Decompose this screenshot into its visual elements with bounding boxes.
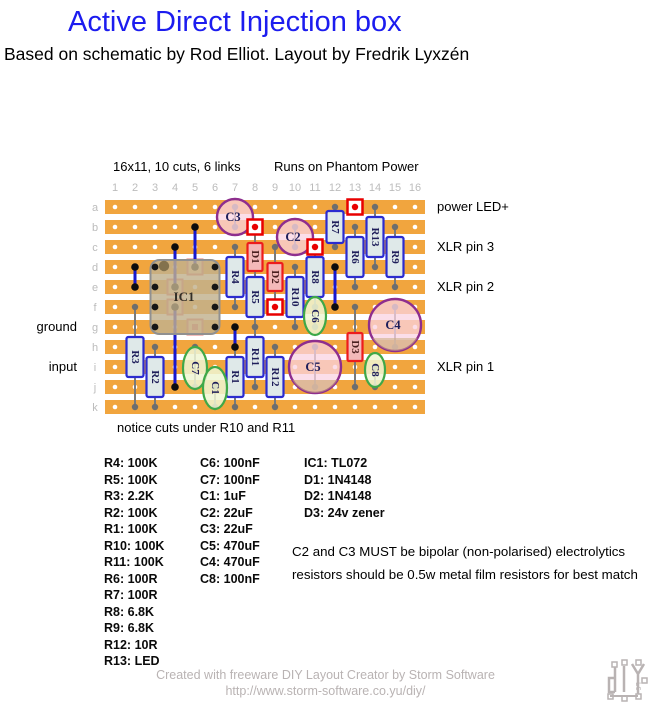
component-IC1 [151,260,220,334]
component-R2 [147,357,164,397]
board-label-power-led-: power LED+ [437,199,509,214]
component-R1 [227,357,244,397]
component-C1 [203,367,227,409]
jumper-link [231,323,239,351]
cut-marker [248,220,263,235]
component-ref-label: D3 [349,340,361,354]
diylc-logo-icon [602,658,650,704]
component-C5 [289,341,341,393]
part-entry: C1: 1uF [200,489,246,503]
component-R12 [267,357,284,397]
part-entry: D2: 1N4148 [304,489,372,503]
column-label: 10 [288,182,302,194]
component-R5 [247,277,264,317]
part-entry: R13: LED [104,654,160,668]
column-label: 4 [171,182,179,194]
part-entry: R9: 6.8K [104,621,155,635]
component-ref-label: R11 [249,347,261,367]
column-label: 7 [231,182,239,194]
row-label: h [91,342,99,354]
component-ref-label: R4 [229,270,241,284]
ic-label: IC1 [173,289,195,304]
part-entry: R4: 100K [104,456,158,470]
cut-marker [348,200,363,215]
component-ref-label: R9 [389,250,401,264]
row-label: j [93,382,97,394]
part-entry: R5: 100K [104,472,158,487]
part-entry: C4: 470uF [200,555,260,569]
component-ref-label: R2 [149,370,161,384]
component-ref-label: R12 [269,367,281,387]
part-entry: R10: 100K [104,538,165,553]
cut-marker [268,300,283,315]
build-notes [292,541,638,586]
board-label-input: input [48,359,77,374]
component-D2 [268,263,283,291]
page-title: Active Direct Injection box [68,6,402,38]
cuts-note: notice cuts under R10 and R11 [117,420,296,435]
component-R4 [227,257,244,297]
component-ref-label: R7 [329,220,341,234]
component-ref-label: C5 [305,360,321,374]
component-ref-label: D2 [269,270,281,284]
part-entry: R7: 100R [104,588,158,602]
component-R11 [247,337,264,377]
part-entry: R6: 100R [104,571,158,586]
row-label: a [91,202,99,214]
column-label: 15 [388,182,402,194]
component-ref-label: D1 [249,250,261,264]
component-C4 [369,299,421,351]
component-R6 [347,237,364,277]
component-ref-label: C4 [385,318,401,332]
phantom-power-caption: Runs on Phantom Power [274,159,419,174]
component-ref-label: C7 [189,361,201,375]
component-R10 [287,277,304,317]
part-entry: R11: 100K [104,555,164,569]
logo-lc-text: LC [634,682,642,691]
column-label: 12 [328,182,342,194]
column-label: 2 [131,182,139,194]
row-label: g [91,322,99,334]
row-label: i [93,362,97,374]
part-entry: C2: 22uF [200,505,253,520]
board-label-ground: ground [36,319,77,334]
component-R13 [367,217,384,257]
component-C6 [304,297,326,335]
jumper-link [131,263,139,291]
component-R7 [327,211,344,243]
board-label-xlr-pin-2: XLR pin 2 [437,279,495,294]
component-ref-label: R5 [249,290,261,304]
footer-credit [0,668,651,699]
component-R8 [307,257,324,297]
column-label: 9 [271,182,279,194]
component-ref-label: C8 [369,363,381,377]
component-ref-label: C6 [309,309,321,323]
page-subtitle: Based on schematic by Rod Elliot. Layout by Fredrik Lyxzén [4,44,470,64]
component-ref-label: C2 [285,230,301,244]
footer-line-2: http://www.storm-software.co.yu/diy/ [225,683,426,698]
part-entry: R2: 100K [104,505,158,520]
parts-list-capacitors [200,455,260,587]
component-ref-label: R1 [229,370,241,384]
component-ref-label: R8 [309,270,321,284]
board-label-xlr-pin-3: XLR pin 3 [437,239,495,254]
part-entry: C7: 100nF [200,472,260,487]
board-label-xlr-pin-1: XLR pin 1 [437,359,495,374]
footer-line-1: Created with freeware DIY Layout Creator by Storm Software [156,668,495,682]
part-entry: C3: 22uF [200,522,253,536]
component-ref-label: R10 [289,287,301,307]
column-label: 5 [191,182,199,194]
component-R9 [387,237,404,277]
part-entry: C5: 470uF [200,538,260,553]
component-ref-label: R3 [129,350,141,364]
component-C8 [365,353,385,387]
board-size-caption: 16x11, 10 cuts, 6 links [113,159,241,174]
row-label: f [93,302,97,314]
part-entry: D1: 1N4148 [304,472,372,487]
column-label: 3 [151,182,159,194]
note-line: resistors should be 0.5w metal film resistors for best match [292,566,638,582]
part-entry: R12: 10R [104,637,158,652]
note-line: C2 and C3 MUST be bipolar (non-polarised) electrolytics [292,544,626,559]
column-label: 14 [368,182,382,194]
column-label: 6 [211,182,219,194]
row-label: e [91,282,99,294]
parts-list-resistors [104,455,164,670]
row-label: d [91,262,99,274]
part-entry: D3: 24v zener [304,505,385,520]
column-label: 1 [111,182,119,194]
parts-list-semiconductors [304,455,385,521]
part-entry: C6: 100nF [200,456,260,470]
component-R3 [127,337,144,377]
component-ref-label: C1 [209,381,221,395]
column-label: 13 [348,182,362,194]
ic-pin1-marker [159,261,169,271]
component-ref-label: R6 [349,250,361,264]
column-label: 16 [408,182,422,194]
part-entry: R8: 6.8K [104,604,155,619]
component-ref-label: R13 [369,227,381,247]
row-label: b [91,222,99,234]
row-label: k [92,402,98,414]
column-label: 11 [309,182,321,194]
part-entry: C8: 100nF [200,571,260,586]
row-label: c [92,242,98,254]
column-label: 8 [251,182,259,194]
part-entry: R3: 2.2K [104,489,155,503]
component-D3 [348,333,363,361]
part-entry: R1: 100K [104,522,158,536]
cut-marker [308,240,323,255]
part-entry: IC1: TL072 [304,456,368,470]
component-D1 [248,243,263,271]
component-ref-label: C3 [225,210,241,224]
